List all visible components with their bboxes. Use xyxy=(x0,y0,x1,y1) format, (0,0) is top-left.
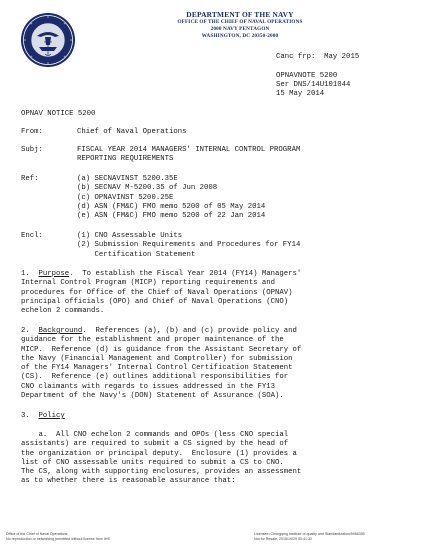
references-block xyxy=(21,175,413,221)
reference-item: (e) ASN (FM&C) FMO memo 5200 of 22 Jan 2014 xyxy=(77,212,266,221)
reference-item: (d) ASN (FM&C) FMO memo 5200 of 05 May 2014 xyxy=(77,202,266,211)
paragraph-line: echelon 2 commands. xyxy=(21,307,105,316)
paragraph-line: The CS, along with supporting enclosures, provides an assessment xyxy=(21,468,302,477)
enclosures-block xyxy=(21,232,413,260)
paragraph-line: of the FY14 Managers' Internal Control Certification Statement xyxy=(21,364,293,373)
paragraph-heading: Background xyxy=(38,327,83,335)
paragraph-heading: Purpose xyxy=(38,270,70,278)
paragraph-policy-a xyxy=(21,431,413,487)
paragraph-line: as to whether there is reasonable assurance that: xyxy=(21,477,236,486)
letterhead-department: DEPARTMENT OF THE NAVY xyxy=(186,10,294,19)
footer-left-line-1: Office of the Chief of Naval Operations xyxy=(6,532,68,536)
document-date: 15 May 2014 xyxy=(276,90,325,99)
paragraph-line: CNO claimants with regards to issues addressed in the FY13 xyxy=(21,382,275,391)
footer-right-line-1: Licensee=Chongqing Institute of quality and Standardization/5966390 xyxy=(254,532,365,536)
enclosures-label: Encl: xyxy=(21,232,43,240)
serial-number: Ser DNS/14U101044 xyxy=(276,80,351,89)
footer-right-line-2: Not for Resale, 2015/10/29 00:41:32 xyxy=(254,536,312,541)
paragraph-line: list of CNO assessable units required to submit a CS to CNO. xyxy=(21,458,284,467)
subject-line-1: FISCAL YEAR 2014 MANAGERS' INTERNAL CONTROL PROGRAM xyxy=(77,146,301,154)
paragraph-line: the Navy (Financial Management and Comptroller) for submission xyxy=(21,354,293,363)
paragraph-line: Internal Control Program (MICP) reporting requirements and xyxy=(21,279,275,288)
paragraph-line: . References (a), (b) and (c) provide policy and xyxy=(82,327,297,335)
document-body xyxy=(21,110,413,119)
subject-block xyxy=(21,146,413,165)
reference-item: (b) SECNAV M-5200.35 of Jun 2008 xyxy=(77,184,218,193)
paragraph-line: principal officials (OPO) and Chief of Naval Operations (CNO) xyxy=(21,297,289,306)
paragraph-heading: Policy xyxy=(38,412,65,420)
letterhead-address-line-2: WASHINGTON, DC 20350-2000 xyxy=(201,33,279,39)
paragraph-line: . To establish the Fiscal Year 2014 (FY14) Managers' xyxy=(69,270,302,278)
references-label: Ref: xyxy=(21,175,39,183)
letterhead-address-line-1: 2000 NAVY PENTAGON xyxy=(210,26,270,32)
cancellation-date: Canc frp: May 2015 xyxy=(276,53,360,61)
enclosure-item-2-continued: Certification Statement xyxy=(77,250,196,259)
notice-number: OPNAVNOTE 5200 xyxy=(276,71,338,80)
paragraph-line: (CS). Reference (e) outlines additional responsibilities for xyxy=(21,373,289,382)
from-value: Chief of Naval Operations xyxy=(77,128,187,136)
enclosure-item-2: (2) Submission Requirements and Procedures for FY14 xyxy=(77,241,301,250)
paragraph-number: 2. xyxy=(21,327,39,335)
paragraph-line: MICP. Reference (d) is guidance from the Assistant Secretary of xyxy=(21,345,302,354)
paragraph-line: guidance for the establishment and proper maintenance of the xyxy=(21,336,284,345)
paragraph-policy xyxy=(21,412,413,421)
paragraph-line: assistants) are required to submit a CS signed by the head of xyxy=(21,440,289,449)
paragraph-line: Department of the Navy's (DON) Statement of Assurance (SOA). xyxy=(21,392,284,401)
letterhead xyxy=(130,10,350,40)
navy-seal-logo xyxy=(20,12,76,68)
paragraph-number: 1. xyxy=(21,270,39,278)
reference-item: (a) SECNAVINST 5200.35E xyxy=(77,175,178,183)
paragraph-background xyxy=(21,327,413,401)
subject-line-2: REPORTING REQUIREMENTS xyxy=(77,155,174,164)
notice-title: OPNAV NOTICE 5200 xyxy=(21,110,96,118)
paragraph-line: the organization or principal deputy. Enclosure (1) provides a xyxy=(21,449,297,458)
paragraph-line: procedures for Office of the Chief of Naval Operations (OPNAV) xyxy=(21,288,293,297)
from-line xyxy=(21,128,413,137)
subject-label: Subj: xyxy=(21,146,43,154)
from-label: From: xyxy=(21,128,43,136)
paragraph-purpose xyxy=(21,270,413,316)
letterhead-office: OFFICE OF THE CHIEF OF NAVAL OPERATIONS xyxy=(177,19,303,25)
header-reference-block xyxy=(276,53,359,99)
footer-left-line-2: No reproduction or networking permitted without license from IHS xyxy=(6,536,110,541)
paragraph-number: 3. xyxy=(21,412,39,420)
paragraph-line: a. All CNO echelon 2 commands and OPOs (less CNO special xyxy=(21,431,289,439)
enclosure-item-1: (1) CNO Assessable Units xyxy=(77,232,183,240)
reference-item: (c) OPNAVINST 5200.25E xyxy=(77,193,174,202)
